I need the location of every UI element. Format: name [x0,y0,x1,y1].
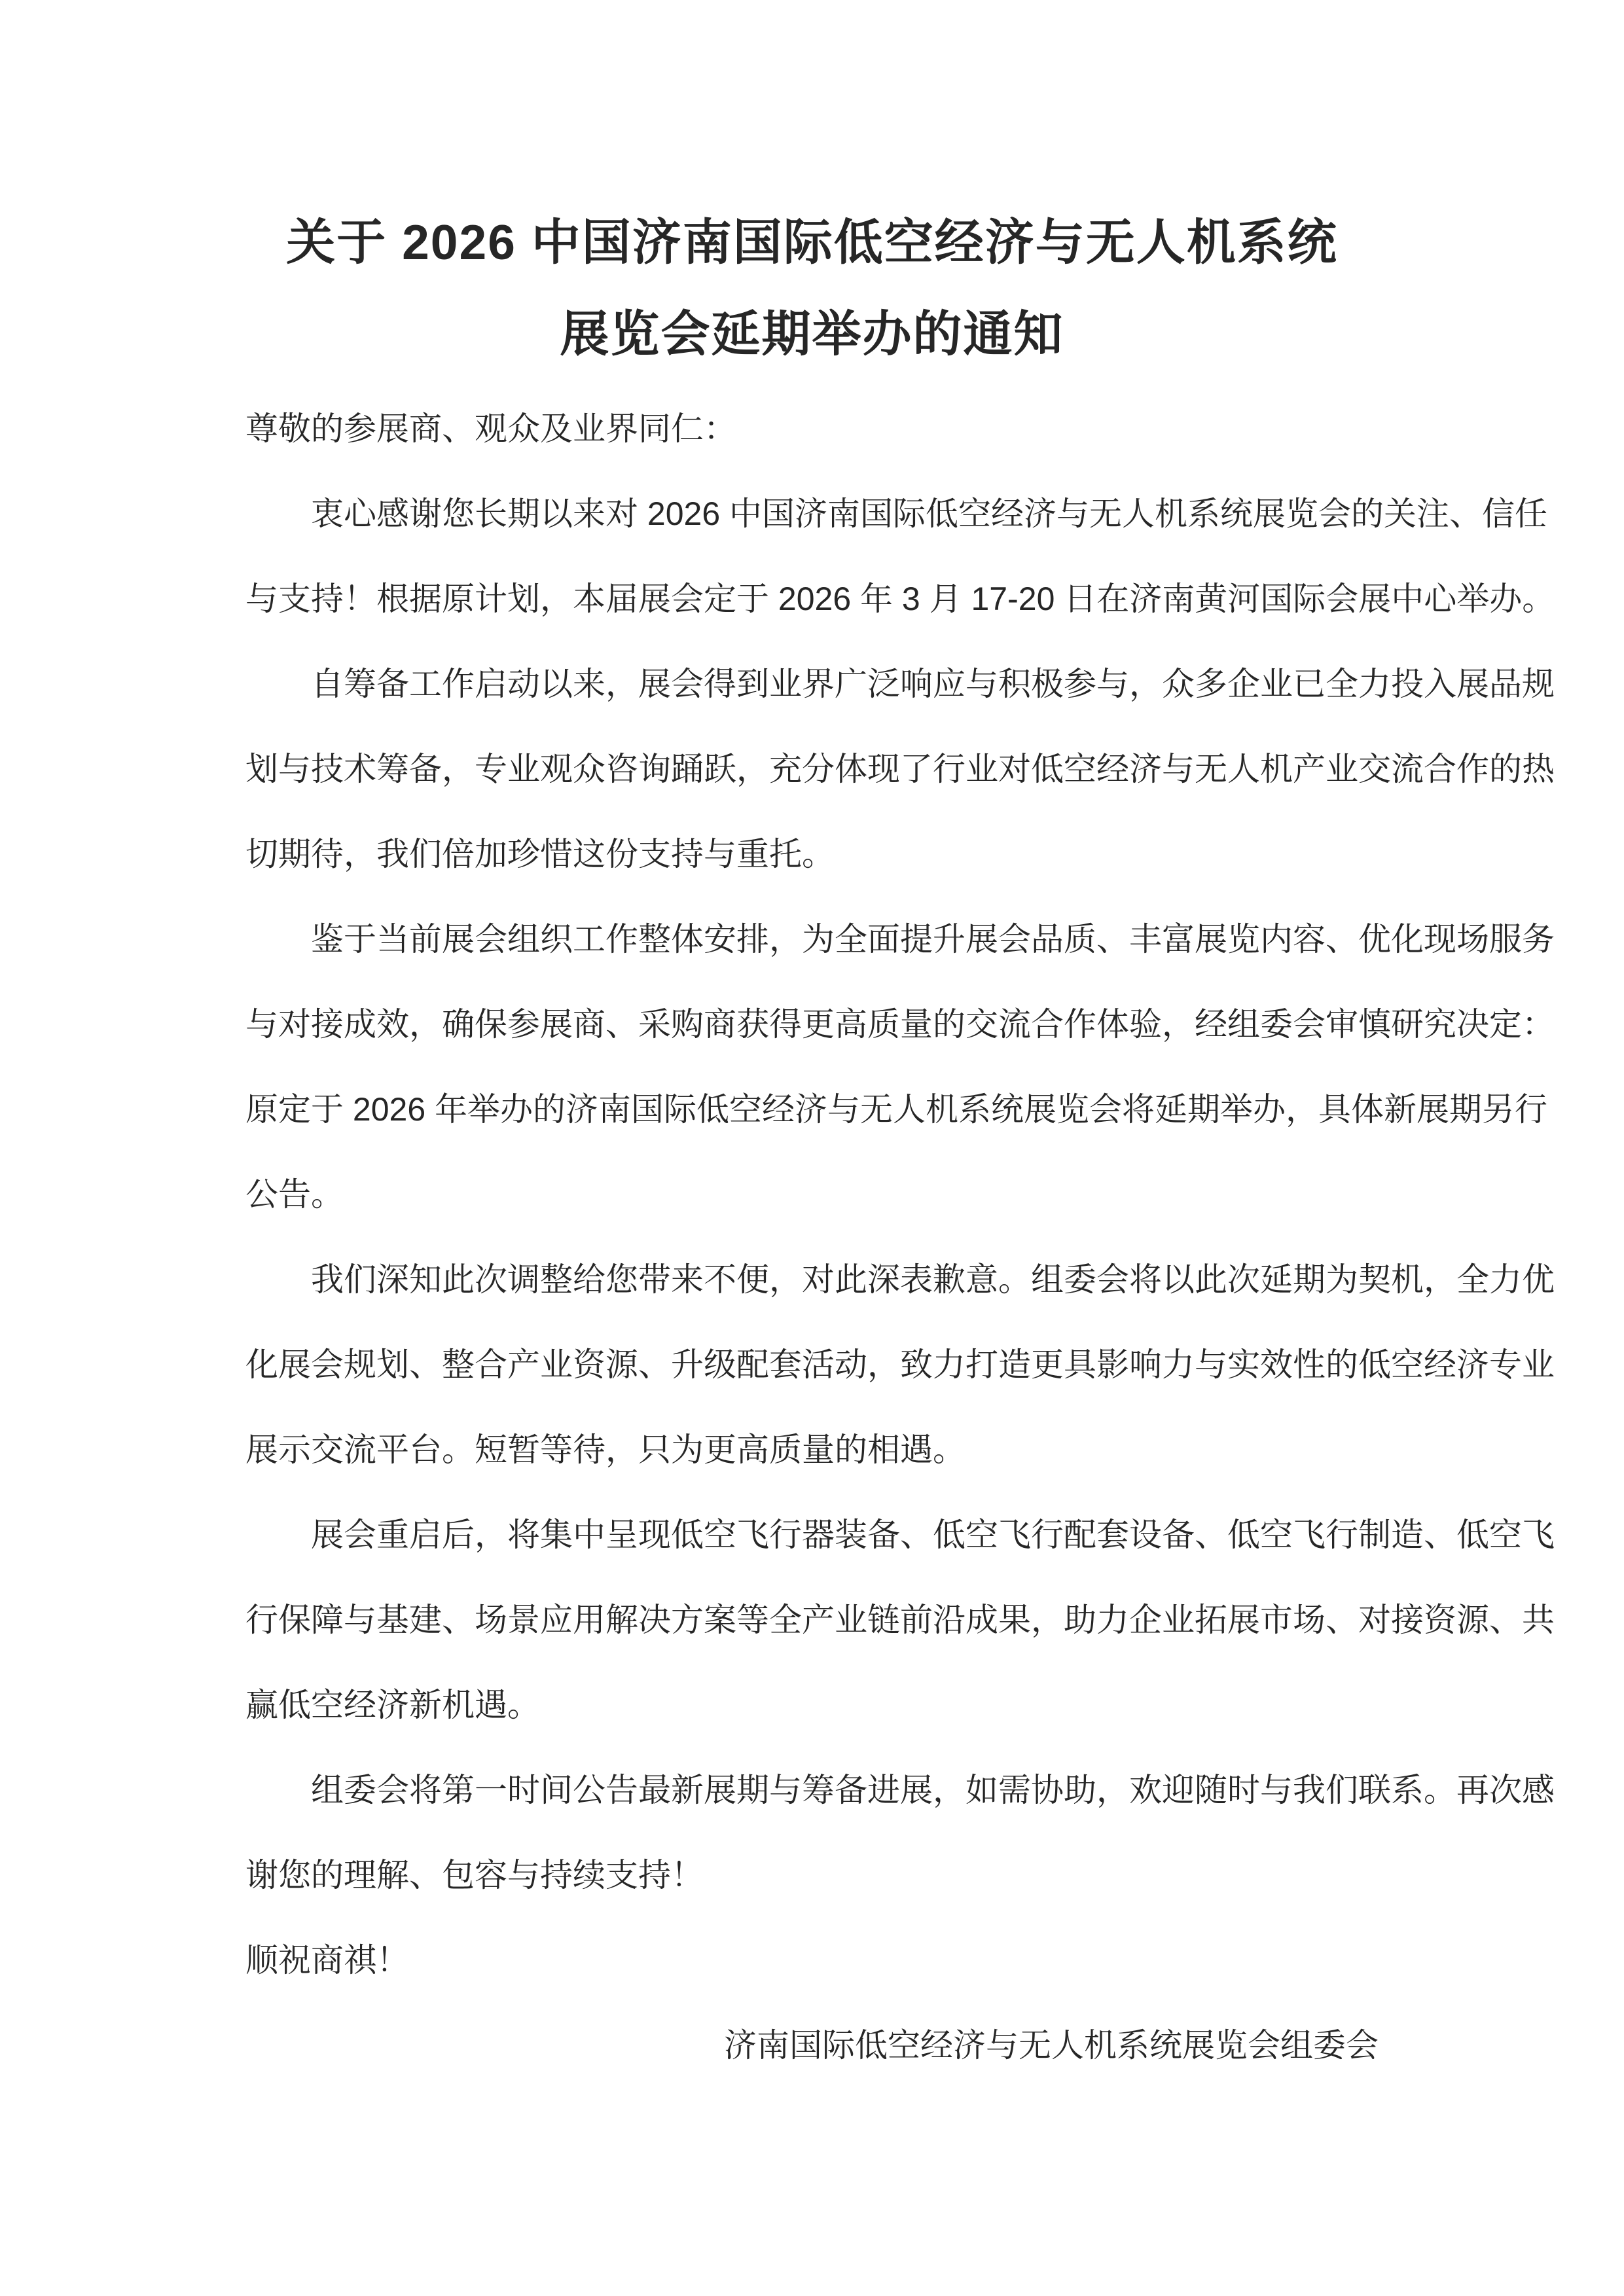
para3-line-2: 与对接成效，确保参展商、采购商获得更高质量的交流合作体验，经组委会审慎研究决定： [245,1006,1555,1043]
para5-line-1: 展会重启后，将集中呈现低空飞行器装备、低空飞行配套设备、低空飞行制造、低空飞 [311,1516,1555,1553]
para3-line-3: 原定于 2026 年举办的济南国际低空经济与无人机系统展览会将延期举办，具体新展期另行 [245,1091,1548,1128]
title-line-2: 展览会延期举办的通知 [560,306,1064,361]
para4-line-2: 化展会规划、整合产业资源、升级配套活动，致力打造更具影响力与实效性的低空经济专业 [245,1346,1555,1383]
para3-line-1: 鉴于当前展会组织工作整体安排，为全面提升展会品质、丰富展览内容、优化现场服务 [311,921,1555,958]
para6-line-2: 谢您的理解、包容与持续支持！ [245,1857,704,1893]
closing-wishes-line: 顺祝商祺！ [245,1942,409,1979]
para5-line-3: 赢低空经济新机遇。 [245,1687,540,1723]
para1-line-2: 与支持！根据原计划，本届展会定于 2026 年 3 月 17-20 日在济南黄河国际会展中心举办。 [245,581,1555,617]
document-title [245,196,1379,380]
para4-line-1: 我们深知此次调整给您带来不便，对此深表歉意。组委会将以此次延期为契机，全力优 [311,1261,1555,1298]
para6-line-1: 组委会将第一时间公告最新展期与筹备进展，如需协助，欢迎随时与我们联系。再次感 [311,1772,1555,1808]
para2-line-1: 自筹备工作启动以来，展会得到业界广泛响应与积极参与，众多企业已全力投入展品规 [311,666,1555,702]
para2-line-2: 划与技术筹备，专业观众咨询踊跃，充分体现了行业对低空经济与无人机产业交流合作的热 [245,751,1555,787]
para3-line-4: 公告。 [245,1176,344,1213]
document-body [245,386,1555,2088]
salutation-line: 尊敬的参展商、观众及业界同仁： [245,410,736,447]
organizer-signature-line: 济南国际低空经济与无人机系统展览会组委会 [724,2027,1379,2064]
title-line-1: 关于 2026 中国济南国际低空经济与无人机系统 [286,215,1338,270]
para2-line-3: 切期待，我们倍加珍惜这份支持与重托。 [245,836,835,872]
para5-line-2: 行保障与基建、场景应用解决方案等全产业链前沿成果，助力企业拓展市场、对接资源、共 [245,1602,1555,1638]
document-content [245,0,1555,2088]
para4-line-3: 展示交流平台。短暂等待，只为更高质量的相遇。 [245,1431,965,1468]
para1-line-1: 衷心感谢您长期以来对 2026 中国济南国际低空经济与无人机系统展览会的关注、信任 [311,495,1548,532]
